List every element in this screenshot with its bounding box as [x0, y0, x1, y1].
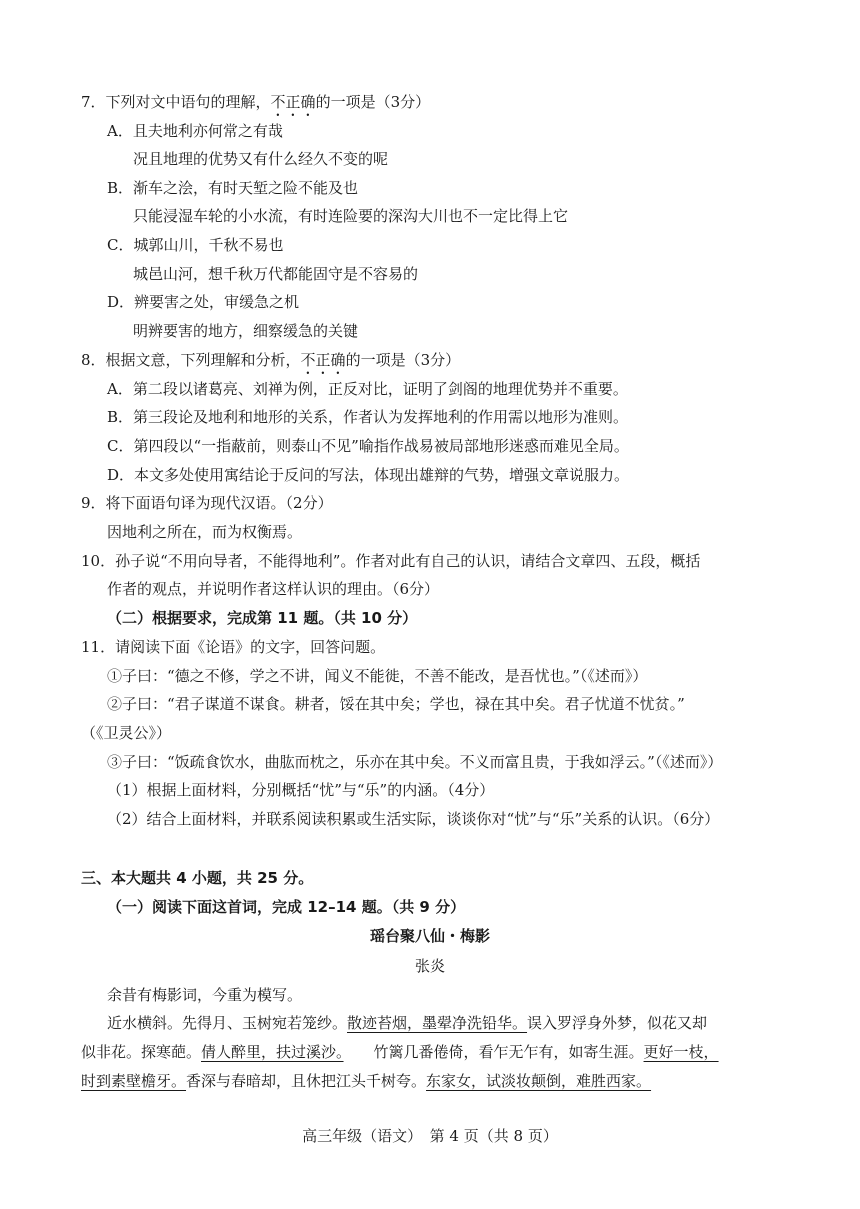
q7-stem-pre: 7．下列对文中语句的理解，: [81, 93, 271, 111]
poem-line-1-a: 近水横斜。先得月、玉树宛若笼纱。: [107, 1014, 348, 1032]
q7-stem: [81, 92, 430, 120]
q7-option-d-translation: 明辨要害的地方，细察缓急的关键: [133, 322, 359, 340]
q7-option-b: B．渐车之浍，有时天堑之险不能及也: [107, 179, 359, 197]
poem-line-3-underlined-2: 东家女，试淡妆颠倒，难胜西家。: [426, 1072, 652, 1090]
q11-quote-3: ③子曰：“饭疏食饮水，曲肱而枕之，乐亦在其中矣。不义而富且贵，于我如浮云。”（《述而》）: [107, 753, 723, 771]
q11-sub-question-2: （2）结合上面材料，并联系阅读积累或生活实际，谈谈你对“忧”与“乐”关系的认识。（6分）: [107, 810, 720, 828]
q11-quote-2-source: （《卫灵公》）: [81, 724, 172, 742]
poem-line-1-b: 误入罗浮身外梦，似花又却: [527, 1014, 708, 1032]
section-3-1-heading: （一）阅读下面这首词，完成 12–14 题。（共 9 分）: [107, 898, 466, 916]
poem-line-2-a: 似非花。探寒葩。: [81, 1043, 202, 1061]
q7-option-a: A．且夫地利亦何常之有哉: [107, 122, 283, 140]
poem-line-3-underlined: 时到素壁檐牙。: [81, 1072, 187, 1090]
poem-line-3: [81, 1071, 651, 1091]
q8-option-a: A．第二段以诸葛亮、刘禅为例，正反对比，证明了剑阁的地理优势并不重要。: [107, 380, 628, 398]
q11-quote-1: ①子曰：“德之不修，学之不讲，闻义不能徙，不善不能改，是吾忧也。”（《述而》）: [107, 667, 648, 685]
q7-option-b-translation: 只能浸湿车轮的小水流，有时连险要的深沟大川也不一定比得上它: [133, 207, 569, 225]
q10-line2: 作者的观点，并说明作者这样认识的理由。（6分）: [107, 580, 440, 598]
poem-preface: 余昔有梅影词，今重为模写。: [107, 986, 303, 1004]
poem-line-2-b: 竹篱几番倦倚，看乍无乍有，如寄生涯。: [343, 1043, 644, 1061]
poem-line-2-underlined: 倩人醉里，扶过溪沙。: [201, 1043, 344, 1061]
q8-stem-emphasis: 不正确: [300, 351, 346, 369]
poem-line-3-a: 香深与春暗却，且休把江头千树夸。: [186, 1072, 427, 1090]
poem-line-2: [81, 1042, 719, 1062]
poem-line-1: [107, 1013, 707, 1033]
poem-line-2-underlined-2: 更好一枝，: [643, 1043, 719, 1061]
section-2-2-heading: （二）根据要求，完成第 11 题。（共 10 分）: [107, 609, 418, 627]
q8-stem: [81, 350, 460, 378]
poem-title: 瑶台聚八仙・梅影: [369, 927, 490, 945]
q11-stem: 11．请阅读下面《论语》的文字，回答问题。: [81, 638, 386, 656]
q7-stem-emphasis: 不正确: [270, 93, 316, 111]
q8-stem-pre: 8．根据文意，下列理解和分析，: [81, 351, 301, 369]
q9-text: 因地利之所在，而为权衡焉。: [107, 523, 303, 541]
q9-stem: 9．将下面语句译为现代汉语。（2分）: [81, 494, 333, 512]
poem-line-1-underlined: 散迹苔烟，墨翚净洗铅华。: [347, 1014, 528, 1032]
q11-quote-2: ②子曰：“君子谋道不谋食。耕者，馁在其中矣；学也，禄在其中矣。君子忧道不忧贫。”: [107, 695, 685, 713]
q7-option-a-translation: 况且地理的优势又有什么经久不变的呢: [133, 150, 389, 168]
poem-author: 张炎: [414, 957, 445, 975]
q7-option-c: C．城郭山川，千秋不易也: [107, 236, 284, 254]
q11-sub-question-1: （1）根据上面材料，分别概括“忧”与“乐”的内涵。（4分）: [107, 781, 495, 799]
q7-option-d: D．辨要害之处，审缓急之机: [107, 293, 300, 311]
page-footer: 高三年级（语文） 第 4 页（共 8 页）: [302, 1127, 558, 1145]
q7-stem-post: 的一项是（3分）: [315, 93, 431, 111]
q8-option-c: C．第四段以“一指蔽前，则泰山不见”喻指作战易被局部地形迷惑而难见全局。: [107, 437, 629, 455]
q7-option-c-translation: 城邑山河，想千秋万代都能固守是不容易的: [133, 265, 419, 283]
q10-line1: 10．孙子说“不用向导者，不能得地利”。作者对此有自己的认识，请结合文章四、五段，概括: [81, 552, 701, 570]
q8-stem-post: 的一项是（3分）: [345, 351, 461, 369]
q8-option-b: B．第三段论及地利和地形的关系，作者认为发挥地利的作用需以地形为准则。: [107, 408, 629, 426]
section-3-heading: 三、本大题共 4 小题，共 25 分。: [81, 869, 314, 887]
q8-option-d: D．本文多处使用寓结论于反问的写法，体现出雄辩的气势，增强文章说服力。: [107, 466, 630, 484]
